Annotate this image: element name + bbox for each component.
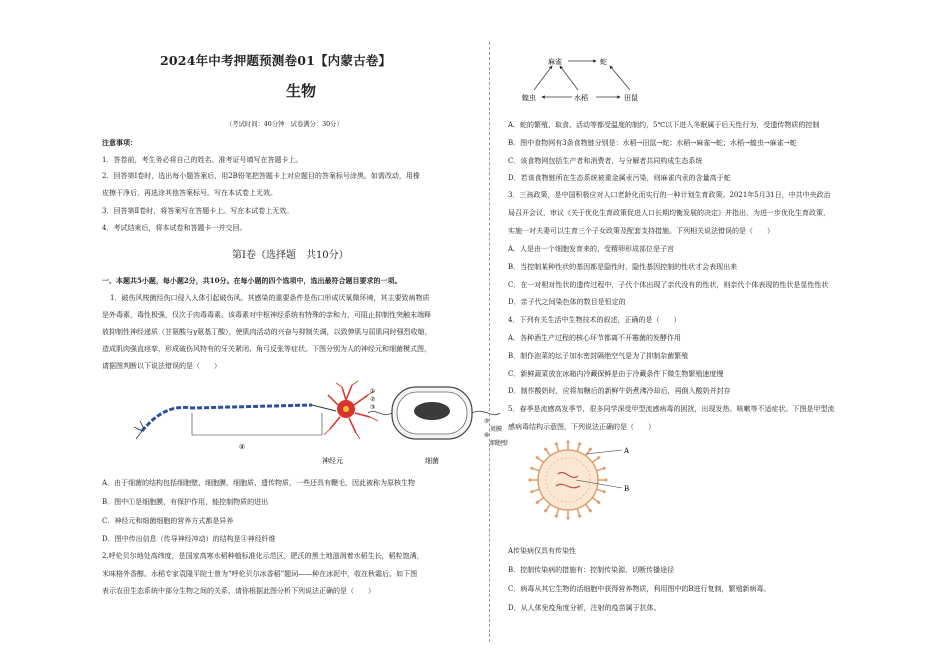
q5-option-c: C．病毒从其它生物的活细胞中获得营养物质，利用图中的B进行复制，繁殖新病毒。 [508,585,771,593]
virus-spike-tip [544,509,547,512]
virus-spike-tip [566,440,569,443]
virus-label-b: B [624,485,630,493]
virus-label-a: A [624,447,630,455]
food-web-mouse: 田鼠 [624,94,638,102]
virus-spike-tip [536,456,539,459]
q5-option-a: A传染病仅具有传染性 [508,547,577,555]
q4-option-a: A．各种酒生产过程的核心环节都离不开霉菌的发酵作用 [508,334,682,342]
q5-option-d: D．从人体免疫角度分析，注射的疫苗属于抗体。 [508,604,661,612]
virus-spike-tip [555,515,558,518]
bacterium-diagram [368,387,503,439]
bacteria-caption: 细菌 [425,457,439,465]
virus-spike-tip [589,509,592,512]
neuron-caption: 神经元 [322,457,343,465]
q3-option-c: C．在一对相对性状的遗传过程中，子代个体出现了亲代没有的性状，则亲代个体表现的性状是显性性状 [508,281,829,289]
q1-text: 是外毒素，毒性极强，仅次于肉毒毒素。该毒素对中枢神经系统有特殊的亲和力，可阻止抑制性突触末端释 [102,311,431,319]
virus-spike-tip [555,442,558,445]
notice-heading: 注意事项： [102,138,137,147]
q4-option-d: D．制作酸奶时，应将加糖后的新鲜牛奶煮沸冷却后，再倒入酸奶并封存 [508,387,731,395]
food-web-snake: 蛇 [600,58,607,66]
virus-spike-tip [530,467,533,470]
q1-text: 放抑制性神经递质（甘氨酸与γ氨基丁酸），使肌肉活动的兴奋与抑制失调，以致伸肌与屈肌同时强烈收缩， [102,328,432,336]
food-web-sparrow: 麻雀 [548,58,562,66]
q2-option-d: D．若该食物链所在生态系统被重金属汞污染，则麻雀内汞的含量高于蛇 [508,174,731,182]
exam-meta: （考试时间：40分钟 试卷满分：30分） [226,121,343,128]
q4-option-c: C．新鲜蔬菜放在冰箱内冷藏保鲜是由于冷藏条件下微生物繁殖速度慢 [508,370,724,378]
q3-text: 实施一对夫妻可以生育三个子女政策及配套支持措施。下列相关说法错误的是（ ） [508,227,774,235]
q1-option-a: A．由于细菌的结构包括细胞壁、细胞膜、细胞质、遗传物质，一些还具有鞭毛，因此被称为原核生物 [102,479,416,487]
section-title: 第Ⅰ卷（选择题 共10分） [232,250,349,261]
q5-text: 5．春季是流感高发季节，很多同学深受甲型流感病毒的困扰，出现发热、咳嗽等不适症状。下图是甲型流 [508,405,835,413]
neuron-diagram [134,381,378,439]
virus-diagram [518,430,648,530]
label-1: ① [370,388,376,395]
cell-wall-label: 细胞壁 [490,440,509,447]
virus-spike-tip [530,490,533,493]
notice-line: 皮擦干净后，再选涂其他答案标号。写在本试卷上无效。 [102,189,277,197]
food-web-rice: 水稻 [574,94,588,102]
notice-line: 4．考试结束后，将本试卷和答题卡一并交回。 [102,224,247,232]
q4-option-b: B．制作泡菜的坛子加水密封隔绝空气是为了抑制杂菌繁殖 [508,352,689,360]
q2-text: 表示农田生态系统中部分生物之间的关系，请你根据此图分析下列说法正确的是（ ） [102,587,375,595]
q1-text: 1．破伤风梭菌经伤口侵入人体引起破伤风。其感染的重要条件是伤口形成厌氧微环境，其主要致病物质 [110,294,430,302]
exam-title: 2024年中考押题预测卷01【内蒙古卷】 [160,53,392,68]
q2-option-a: A．蛇的繁殖、取食、活动等都受温度的制约，5℃以下进入冬眠属于后天性行为，受遗传物质的控制 [508,121,820,129]
q1-option-b: B．图中①是细胞膜，有保护作用，能控制物质的进出 [102,498,269,506]
virus-spike-tip [578,442,581,445]
virus-spike-tip [536,501,539,504]
q1-figure [132,383,509,465]
q2-option-b: B．图中食物网有3条食物链分别是：水稻→田鼠→蛇；水稻→麻雀→蛇；水稻→蝗虫→麻雀→蛇 [508,139,797,147]
q4-text: 4．下列有关生活中生物技术的叙述，正确的是（ ） [508,316,681,324]
virus-spike-tip [589,448,592,451]
q2-text: 2.呼伦贝尔地处高纬度，是国家高寒水稻种植标准化示范区，肥沃的黑土地滋润着水稻生长，稻粒饱满， [102,552,424,560]
label-5: ⑤ [484,418,490,425]
virus-spike-tip [578,515,581,518]
virus-spike-tip [603,467,606,470]
label-6: ⑥ [484,432,490,439]
virus-spike-tip [566,516,569,519]
notice-line: 1．答卷前，考生务必将自己的姓名、准考证号填写在答题卡上。 [102,156,303,164]
q3-option-a: A．人是由一个细胞发育来的，受精卵形成部位是子宫 [508,245,675,253]
q1-option-d: D．图中传出信息（传导神经冲动）的结构是④神经纤维 [102,535,276,543]
q5-text: 感病毒结构示意图，下列说法正确的是（ ） [508,423,655,431]
food-web-diagram [518,56,668,106]
virus-spike-tip [604,478,607,481]
q5-option-b: B．控制传染病的措施有：控制传染源、切断传播途径 [508,566,675,574]
food-web-locust: 蝗虫 [522,94,536,102]
virus-spike-tip [603,490,606,493]
virus-spike-tip [544,448,547,451]
subject-title: 生物 [286,82,317,100]
virus-spike-tip [528,478,531,481]
label-3: ③ [370,404,376,411]
virus-spike-tip [597,456,600,459]
capsule-label: 荚膜 [490,426,503,433]
label-2: ② [370,396,376,403]
q2-option-c: C．该食物网包括生产者和消费者，与分解者共同构成生态系统 [508,157,703,165]
section-instruction: 一、本题共5小题，每小题2分，共10分。在每小题的四个选项中，选出最符合题目要求的一项。 [102,276,402,285]
q3-text: 局召开会议，审议《关于优化生育政策促进人口长期均衡发展的决定》并指出，为进一步优化生育政策， [508,209,830,217]
notice-line: 2．回答第Ⅰ卷时，选出每小题答案后，用2B铅笔把答题卡上对应题目的答案标号涂黑。如需改动，用橡 [102,172,420,180]
column-divider [489,42,490,642]
q2-text: 米味格外香醇。水稻专家袁隆平院士曾为“呼伦贝尔冰香稻”题词——种在冰泥中，收在秋霜后。如下图 [102,570,418,578]
q3-option-b: B．当控制某种性状的基因都是隐性时，隐性基因控制的性状才会表现出来 [508,263,738,271]
neuron-label-4: ④ [238,443,246,451]
notice-line: 3．回答第Ⅱ卷时，将答案写在答题卡上。写在本试卷上无效。 [102,207,294,215]
q1-text: 请据图判断以下说法错误的是（ ） [102,362,221,370]
q3-text: 3．三孩政策，是中国积极应对人口老龄化而实行的一种计划生育政策。2021年5月31日，中共中央政治 [508,191,831,199]
q3-option-d: D．亲子代之间染色体的数目是恒定的 [508,298,626,306]
virus-spike-tip [597,501,600,504]
q1-text: 造成肌肉强直痉挛，形成破伤风特有的牙关紧闭、角弓反张等症状。下图分别为人的神经元和细菌模式图， [102,345,431,353]
q1-option-c: C．神经元和细菌细胞的营养方式都是异养 [102,517,234,525]
